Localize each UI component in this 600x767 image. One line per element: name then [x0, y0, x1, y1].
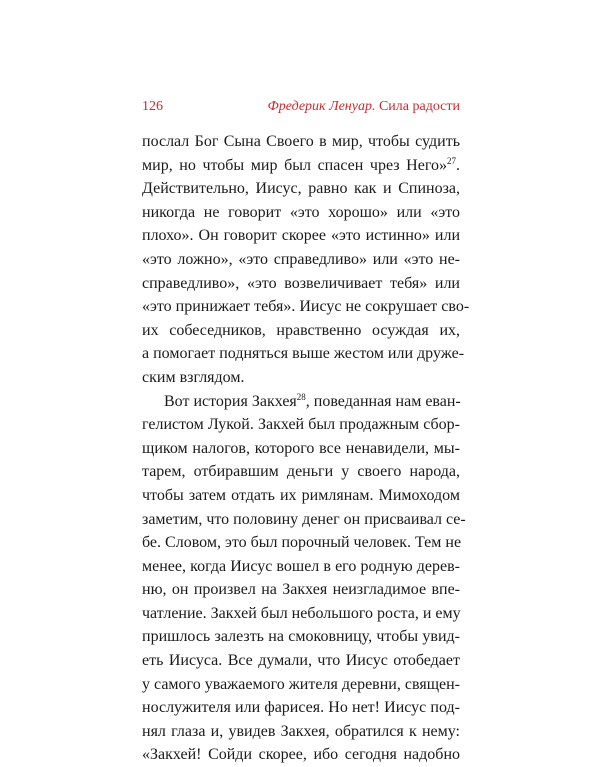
text-line: тарем, отбиравшим деньги у своего народа,: [142, 463, 460, 481]
text-line: «Закхей! Сойди скорее, ибо сегодня надобно: [142, 746, 460, 764]
text-line: щиком налогов, которого все ненавидели, мы-: [142, 439, 460, 457]
text-line: заметим, что половину денег он присваивал се-: [142, 510, 466, 528]
text-line: мир, но чтобы мир был спасен чрез Него»$^{27}$.: [142, 155, 460, 174]
text-line: послал Бог Сына Своего в мир, чтобы судить: [142, 133, 460, 150]
text-line: Действительно, Иисус, равно как и Спиноза,: [142, 180, 460, 198]
text-line: «это ложно», «это справедливо» или «это не-: [142, 250, 460, 268]
running-header: [142, 99, 460, 119]
text-line: у самого уважаемого жителя деревни, священ-: [142, 675, 460, 693]
text-line: нослужителя или фарисея. Но нет! Иисус под-: [142, 699, 460, 717]
text-line: чатление. Закхей был небольшого роста, и ему: [142, 604, 461, 622]
running-title: [267, 99, 460, 115]
text-line: их собеседников, нравственно осуждая их,: [142, 321, 460, 339]
body-text: [142, 130, 470, 767]
text-line: чтобы затем отдать их римлянам. Мимоходом: [142, 486, 460, 504]
text-line: гелистом Лукой. Закхей был продажным сбор-: [142, 416, 460, 434]
text-line: а помогает подняться выше жестом или друже-: [142, 345, 465, 363]
text-line: [142, 390, 460, 414]
text-line-part: Вот история Закхея: [164, 392, 297, 410]
text-line: пришлось залезть на смоковницу, чтобы увид-: [142, 628, 460, 646]
text-line: справедливо», «это возвеличивает тебя» или: [142, 274, 460, 292]
page-number: 126: [142, 99, 163, 114]
text-line: плохо». Он говорит скорее «это истинно» или: [142, 227, 460, 245]
footnote-ref[interactable]: 28: [296, 391, 306, 402]
text-line: никогда не говорит «это хорошо» или «это: [142, 203, 460, 221]
running-title-book: Сила радости: [378, 99, 460, 114]
text-line: ским взглядом.: [142, 368, 245, 386]
text-line: бе. Словом, это был порочный человек. Тем не: [142, 534, 462, 552]
running-title-author: Фредерик Ленуар.: [267, 99, 376, 114]
text-line: «это принижает тебя». Иисус не сокрушает сво-: [142, 298, 470, 316]
text-line: нял глаза и, увидев Закхея, обратился к нему:: [142, 722, 460, 740]
footnote-ref[interactable]: 27: [447, 155, 456, 166]
text-line: еть Иисуса. Все думали, что Иисус отобедает: [142, 652, 460, 670]
text-line: ню, он произвел на Закхея неизгладимое впе-: [142, 581, 460, 599]
text-line: менее, когда Иисус вошел в его родную дерев-: [142, 557, 460, 575]
text-line-part: , поведанная нам еван-: [305, 392, 461, 410]
text-line-part: мир, но чтобы мир был спасен чрез Него»: [142, 156, 447, 174]
